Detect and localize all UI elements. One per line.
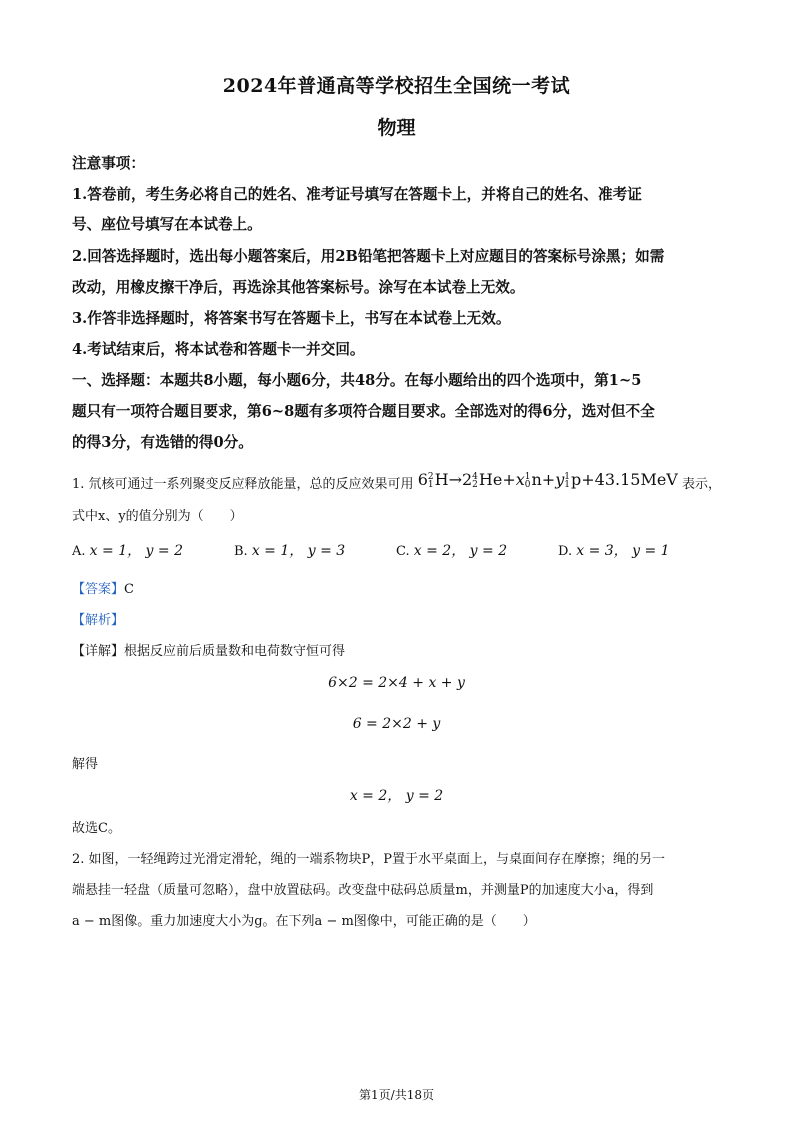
notice-item: 3.作答非选择题时，将答案书写在答题卡上，书写在本试卷上无效。: [72, 310, 511, 327]
option-text: x = 1， y = 3: [251, 543, 346, 559]
equation-2: 6 = 2×2 + y: [352, 716, 441, 732]
q2-stem-line: 2. 如图，一轻绳跨过光滑定滑轮，绳的一端系物块P，P置于水平桌面上，与桌面间存在摩擦；绳的另一: [72, 852, 666, 867]
notice-heading: 注意事项：: [72, 155, 145, 172]
q1-stem-before: 1. 氘核可通过一系列聚变反应释放能量，总的反应效果可用: [72, 477, 414, 492]
notice-item: 2.回答选择题时，选出每小题答案后，用2B铅笔把答题卡上对应题目的答案标号涂黑；如需: [72, 248, 665, 265]
answer-value: C: [124, 582, 134, 597]
option-label: B.: [234, 544, 248, 559]
option-text: x = 1， y = 2: [89, 543, 184, 559]
option-label: D.: [558, 544, 573, 559]
q1-stem: [72, 470, 722, 492]
notice-item: 改动，用橡皮擦干净后，再选涂其他答案标号。涂写在本试卷上无效。: [72, 279, 525, 296]
notice-item: 4.考试结束后，将本试卷和答题卡一并交回。: [72, 341, 365, 358]
notice-item: 号、座位号填写在本试卷上。: [72, 216, 262, 233]
exam-title: 2024年普通高等学校招生全国统一考试: [222, 75, 571, 97]
option-text: x = 3， y = 1: [576, 543, 670, 559]
q1-answer: [72, 578, 134, 597]
q1-option-a[interactable]: [72, 540, 183, 560]
answer-tag: 【答案】: [72, 582, 125, 597]
solve-label: 解得: [72, 757, 99, 772]
q1-reaction-formula: 62 1H→24 2He+x1 0n+y1 1p+43.15MeV: [417, 470, 678, 490]
option-text: x = 2， y = 2: [413, 543, 508, 559]
option-label: C.: [396, 544, 410, 559]
q2-stem-line: a − m图像。重力加速度大小为g。在下列a − m图像中，可能正确的是（ ）: [72, 914, 536, 929]
q1-detail: [72, 640, 345, 659]
q1-stem-after: 表示，: [682, 477, 722, 492]
q2-stem-line: 端悬挂一轻盘（质量可忽略），盘中放置砝码。改变盘中砝码总质量m，并测量P的加速度大小a，得到: [72, 883, 654, 898]
q1-option-c[interactable]: [396, 540, 507, 560]
equation-3: x = 2， y = 2: [349, 788, 444, 804]
q1-option-d[interactable]: [558, 540, 670, 560]
section-heading-line: 题只有一项符合题目要求，第6~8题有多项符合题目要求。全部选对的得6分，选对但不全: [72, 403, 655, 420]
q1-stem-line2: 式中x、y的值分别为（ ）: [72, 509, 243, 524]
section-heading-line: 一、选择题：本题共8小题，每小题6分，共48分。在每小题给出的四个选项中，第1~5: [72, 372, 642, 389]
q1-option-b[interactable]: [234, 540, 345, 560]
notice-item: 1.答卷前，考生务必将自己的姓名、准考证号填写在答题卡上，并将自己的姓名、准考证: [72, 186, 642, 203]
q1-conclusion: 故选C。: [72, 821, 121, 836]
option-label: A.: [72, 544, 86, 559]
equation-1: 6×2 = 2×4 + x + y: [328, 675, 465, 691]
analysis-tag: 【解析】: [72, 613, 125, 628]
detail-text: 根据反应前后质量数和电荷数守恒可得: [124, 644, 346, 659]
detail-tag: 【详解】: [72, 644, 125, 659]
q1-formula-energy: +43.15MeV: [581, 470, 678, 489]
section-heading-line: 的得3分，有选错的得0分。: [72, 434, 253, 451]
subject-title: 物理: [377, 117, 416, 139]
page-footer: 第1页/共18页: [359, 1088, 434, 1102]
